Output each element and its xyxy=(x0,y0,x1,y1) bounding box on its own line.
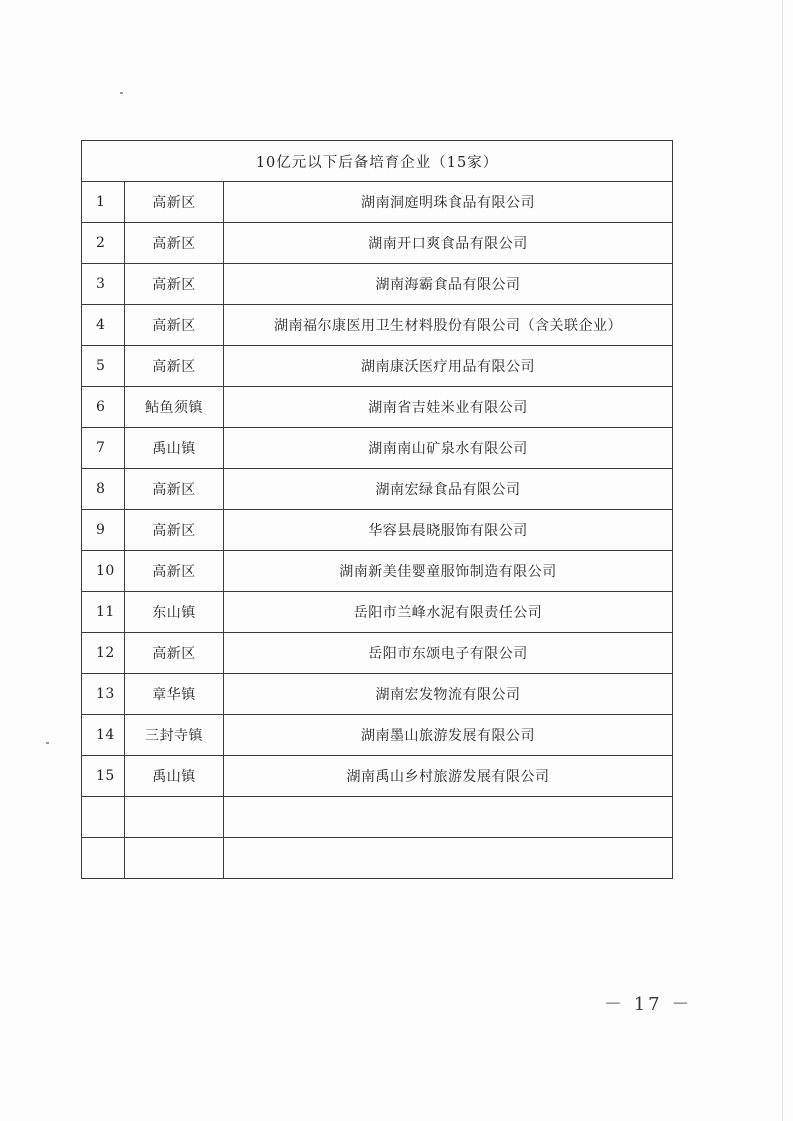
table-row xyxy=(82,674,673,715)
empty-cell xyxy=(224,838,673,879)
empty-table-row xyxy=(82,838,673,879)
table-row xyxy=(82,633,673,674)
row-number: 5 xyxy=(82,346,125,387)
empty-cell xyxy=(224,797,673,838)
row-area: 禹山镇 xyxy=(125,756,224,797)
row-company: 湖南墨山旅游发展有限公司 xyxy=(224,715,673,756)
table-row xyxy=(82,510,673,551)
row-company: 湖南南山矿泉水有限公司 xyxy=(224,428,673,469)
row-number: 12 xyxy=(82,633,125,674)
row-number: 14 xyxy=(82,715,125,756)
row-number: 13 xyxy=(82,674,125,715)
row-area: 高新区 xyxy=(125,510,224,551)
row-company: 湖南开口爽食品有限公司 xyxy=(224,223,673,264)
row-area: 高新区 xyxy=(125,223,224,264)
row-area: 三封寺镇 xyxy=(125,715,224,756)
table-row xyxy=(82,387,673,428)
row-number: 1 xyxy=(82,182,125,223)
row-company: 湖南福尔康医用卫生材料股份有限公司（含关联企业） xyxy=(224,305,673,346)
row-company: 岳阳市兰峰水泥有限责任公司 xyxy=(224,592,673,633)
row-area: 高新区 xyxy=(125,551,224,592)
scan-edge-line xyxy=(782,0,783,1121)
row-company: 湖南宏绿食品有限公司 xyxy=(224,469,673,510)
row-company: 华容县晨晓服饰有限公司 xyxy=(224,510,673,551)
empty-cell xyxy=(82,838,125,879)
page-number: － 17 － xyxy=(604,994,693,1015)
empty-cell xyxy=(82,797,125,838)
row-number: 8 xyxy=(82,469,125,510)
table-row xyxy=(82,469,673,510)
table-title-row xyxy=(82,141,673,182)
empty-cell xyxy=(125,797,224,838)
row-area: 禹山镇 xyxy=(125,428,224,469)
row-area: 东山镇 xyxy=(125,592,224,633)
table-row xyxy=(82,715,673,756)
scan-speck xyxy=(46,742,49,744)
row-area: 高新区 xyxy=(125,264,224,305)
table-row xyxy=(82,182,673,223)
row-area: 高新区 xyxy=(125,305,224,346)
row-company: 湖南新美佳婴童服饰制造有限公司 xyxy=(224,551,673,592)
row-company: 湖南省吉娃米业有限公司 xyxy=(224,387,673,428)
table-row xyxy=(82,592,673,633)
row-number: 11 xyxy=(82,592,125,633)
table-row xyxy=(82,551,673,592)
row-number: 2 xyxy=(82,223,125,264)
table-row xyxy=(82,756,673,797)
row-area: 高新区 xyxy=(125,346,224,387)
row-area: 高新区 xyxy=(125,182,224,223)
row-company: 湖南海霸食品有限公司 xyxy=(224,264,673,305)
empty-cell xyxy=(125,838,224,879)
row-number: 3 xyxy=(82,264,125,305)
row-area: 高新区 xyxy=(125,469,224,510)
row-number: 4 xyxy=(82,305,125,346)
row-number: 10 xyxy=(82,551,125,592)
row-area: 鲇鱼须镇 xyxy=(125,387,224,428)
empty-table-row xyxy=(82,797,673,838)
row-area: 章华镇 xyxy=(125,674,224,715)
table-title: 10亿元以下后备培育企业（15家） xyxy=(82,141,673,182)
row-company: 湖南康沃医疗用品有限公司 xyxy=(224,346,673,387)
row-company: 湖南宏发物流有限公司 xyxy=(224,674,673,715)
table-row xyxy=(82,223,673,264)
table-row xyxy=(82,305,673,346)
row-company: 岳阳市东颂电子有限公司 xyxy=(224,633,673,674)
row-area: 高新区 xyxy=(125,633,224,674)
table-row xyxy=(82,428,673,469)
row-company: 湖南禹山乡村旅游发展有限公司 xyxy=(224,756,673,797)
enterprise-table xyxy=(81,140,673,879)
table-row xyxy=(82,346,673,387)
table-row xyxy=(82,264,673,305)
row-company: 湖南洞庭明珠食品有限公司 xyxy=(224,182,673,223)
row-number: 9 xyxy=(82,510,125,551)
row-number: 15 xyxy=(82,756,125,797)
scan-speck xyxy=(120,92,123,94)
row-number: 6 xyxy=(82,387,125,428)
row-number: 7 xyxy=(82,428,125,469)
